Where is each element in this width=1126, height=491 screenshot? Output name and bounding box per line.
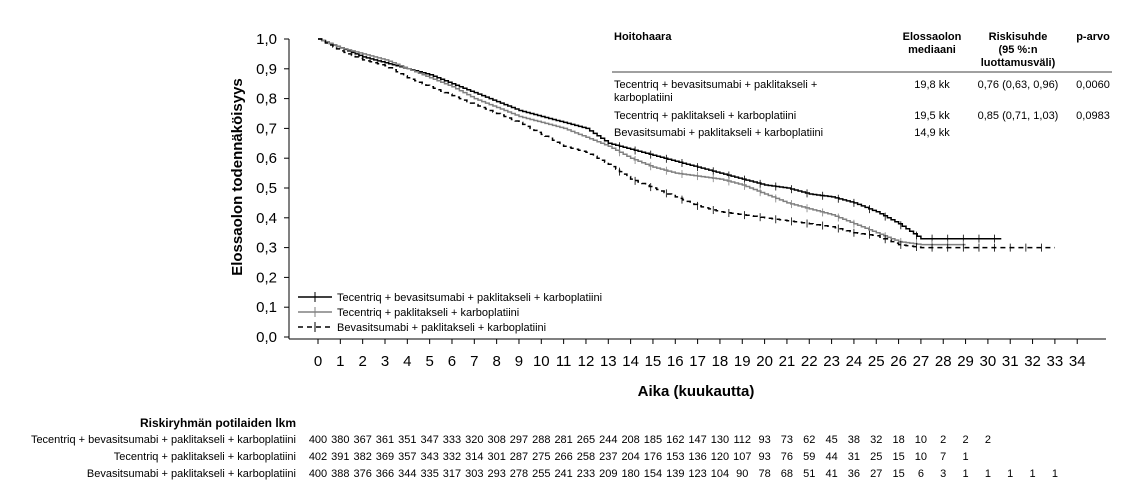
risk-count: 278 (509, 468, 529, 480)
risk-count: 154 (643, 468, 663, 480)
risk-count: 382 (353, 451, 372, 463)
x-tick-label: 5 (425, 353, 434, 370)
summary-row-arm: Tecentriq + paklitakseli + karboplatiini (614, 110, 797, 122)
risk-count: 376 (353, 468, 372, 480)
risk-count: 73 (780, 434, 794, 446)
y-tick-label: 0,5 (256, 180, 277, 197)
x-tick-label: 30 (979, 353, 997, 370)
risk-count: 332 (442, 451, 462, 463)
risk-count: 281 (554, 434, 573, 446)
risk-count: 241 (554, 468, 573, 480)
x-tick-label: 4 (403, 353, 412, 370)
x-tick-label: 31 (1001, 353, 1019, 370)
risk-count: 366 (375, 468, 395, 480)
risk-count: 120 (710, 451, 730, 463)
risk-count: 361 (375, 434, 395, 446)
y-tick-label: 0,7 (256, 120, 277, 138)
x-tick-label: 1 (336, 353, 345, 370)
risk-count: 369 (375, 451, 395, 463)
summary-row-p: 0,0060 (1076, 79, 1110, 91)
risk-count: 288 (532, 434, 551, 446)
risk-count: 367 (353, 434, 372, 446)
curve-tecentriq (318, 39, 966, 245)
risk-count: 357 (398, 451, 417, 463)
risk-numbers (309, 434, 1058, 480)
risk-count: 237 (599, 451, 618, 463)
risk-count: 130 (710, 434, 730, 446)
risk-count: 78 (758, 468, 771, 480)
x-tick-label: 26 (890, 353, 907, 370)
risk-count: 41 (825, 468, 838, 480)
risk-count: 176 (643, 451, 663, 463)
risk-count: 45 (825, 434, 838, 446)
summary-table (612, 31, 1112, 139)
risk-count: 293 (487, 468, 506, 480)
x-tick-label: 22 (800, 353, 818, 370)
risk-count: 380 (331, 434, 350, 446)
risk-table (31, 416, 1058, 480)
summary-header-arm: Hoitohaara (614, 31, 672, 43)
summary-row-median: 19,8 kk (914, 79, 950, 91)
x-tick-label: 3 (380, 353, 390, 370)
risk-count: 112 (733, 434, 752, 446)
risk-count: 301 (487, 451, 506, 463)
risk-count: 123 (688, 468, 707, 480)
x-tick-label: 16 (666, 353, 684, 370)
x-tick-label: 33 (1046, 353, 1064, 370)
risk-count: 1 (984, 468, 991, 480)
x-tick-label: 0 (313, 353, 323, 370)
y-ticks (256, 31, 289, 346)
risk-count: 258 (576, 451, 596, 463)
x-tick-label: 11 (555, 353, 572, 370)
risk-count: 314 (465, 451, 484, 463)
risk-row-label: Bevasitsumabi + paklitakseli + karboplatiini (86, 468, 296, 480)
summary-row-arm: Bevasitsumabi + paklitakseli + karboplatiini (614, 127, 824, 139)
x-tick-label: 24 (845, 353, 863, 370)
curve-bev (318, 39, 1055, 248)
risk-count: 344 (398, 468, 417, 480)
risk-count: 162 (666, 434, 685, 446)
risk-count: 180 (621, 468, 640, 480)
y-tick-label: 0,0 (256, 329, 277, 346)
risk-count: 317 (442, 468, 462, 480)
y-axis-label: Elossaolon todennäköisyys (229, 78, 246, 276)
risk-row-label: Tecentriq + paklitakseli + karboplatiini (113, 451, 296, 463)
risk-count: 59 (803, 451, 816, 463)
risk-count: 136 (688, 451, 707, 463)
x-tick-label: 12 (577, 353, 595, 370)
risk-count: 44 (825, 451, 838, 463)
x-tick-label: 6 (447, 353, 457, 370)
y-tick-label: 0,3 (256, 239, 277, 257)
risk-count: 93 (758, 451, 771, 463)
y-tick-label: 0,2 (256, 269, 277, 287)
risk-count: 32 (870, 434, 883, 446)
curves (318, 39, 1055, 252)
risk-count: 343 (420, 451, 439, 463)
summary-row-median: 14,9 kk (914, 127, 950, 139)
legend-label-tecentriq-bev: Tecentriq + bevasitsumabi + paklitakseli + karboplatiini (337, 292, 603, 304)
risk-count: 107 (733, 451, 752, 463)
summary-row-median: 19,5 kk (914, 110, 950, 122)
risk-count: 297 (509, 434, 529, 446)
summary-header-p: p-arvo (1076, 31, 1110, 43)
x-tick-label: 27 (912, 353, 930, 370)
risk-count: 266 (554, 451, 573, 463)
risk-count: 2 (984, 434, 991, 446)
risk-count: 76 (780, 451, 794, 463)
risk-count: 7 (940, 451, 947, 463)
risk-count: 287 (509, 451, 529, 463)
risk-count: 10 (914, 451, 928, 463)
risk-count: 139 (666, 468, 685, 480)
x-tick-label: 20 (756, 353, 773, 370)
risk-count: 38 (847, 434, 861, 446)
risk-count: 303 (465, 468, 484, 480)
x-axis-label: Aika (kuukautta) (637, 383, 755, 400)
summary-row-hr: 0,85 (0,71, 1,03) (977, 110, 1059, 122)
risk-count: 308 (487, 434, 506, 446)
summary-row-arm: Tecentriq + bevasitsumabi + paklitakseli + karboplatiini (614, 79, 818, 104)
y-tick-label: 0,1 (256, 299, 277, 317)
risk-count: 402 (308, 451, 328, 463)
risk-count: 275 (532, 451, 551, 463)
risk-count: 2 (962, 434, 969, 446)
risk-count: 1 (1051, 468, 1058, 480)
risk-count: 153 (666, 451, 685, 463)
x-tick-label: 28 (934, 353, 952, 370)
risk-count: 6 (917, 468, 924, 480)
risk-count: 320 (465, 434, 484, 446)
x-tick-label: 34 (1068, 353, 1086, 370)
x-tick-label: 29 (957, 353, 974, 370)
x-ticks (314, 339, 1086, 370)
risk-count: 233 (576, 468, 596, 480)
risk-count: 351 (398, 434, 417, 446)
risk-count: 1 (1007, 468, 1014, 480)
risk-count: 36 (847, 468, 861, 480)
risk-count: 93 (758, 434, 771, 446)
risk-count: 104 (710, 468, 730, 480)
x-tick-label: 2 (358, 353, 367, 370)
risk-count: 1 (962, 468, 969, 480)
risk-count: 15 (892, 451, 905, 463)
x-tick-label: 32 (1024, 353, 1041, 370)
x-tick-label: 7 (470, 353, 479, 370)
risk-count: 62 (803, 434, 816, 446)
risk-count: 391 (331, 451, 350, 463)
x-tick-label: 13 (599, 353, 617, 370)
risk-row-label: Tecentriq + bevasitsumabi + paklitakseli + karboplatiini (30, 434, 296, 446)
risk-count: 31 (847, 451, 861, 463)
risk-count: 147 (688, 434, 707, 446)
risk-count: 2 (940, 434, 947, 446)
risk-count: 51 (803, 468, 816, 480)
summary-header-hr: Riskisuhde (95 %:n luottamusväli) (980, 31, 1056, 69)
risk-count: 204 (621, 451, 640, 463)
legend-label-tecentriq: Tecentriq + paklitakseli + karboplatiini (337, 307, 520, 319)
risk-count: 10 (914, 434, 928, 446)
risk-count: 244 (599, 434, 618, 446)
x-tick-label: 9 (514, 353, 524, 370)
summary-row-hr: 0,76 (0,63, 0,96) (977, 79, 1059, 91)
risk-count: 335 (420, 468, 439, 480)
risk-count: 27 (870, 468, 883, 480)
risk-count: 1 (1029, 468, 1036, 480)
risk-count: 15 (892, 468, 905, 480)
x-tick-label: 23 (823, 353, 840, 370)
x-tick-label: 8 (492, 353, 501, 370)
risk-count: 18 (892, 434, 905, 446)
risk-count: 1 (962, 451, 969, 463)
y-tick-label: 0,8 (256, 90, 277, 108)
risk-count: 265 (576, 434, 596, 446)
risk-count: 209 (599, 468, 618, 480)
summary-header-median: Elossaolon mediaani (902, 31, 962, 56)
risk-count: 90 (736, 468, 749, 480)
legend (298, 292, 602, 334)
x-tick-label: 19 (733, 353, 751, 370)
x-tick-label: 17 (689, 353, 706, 370)
risk-count: 388 (331, 468, 350, 480)
risk-count: 25 (870, 451, 883, 463)
x-tick-label: 15 (644, 353, 662, 370)
y-tick-label: 1,0 (256, 31, 277, 48)
risk-count: 68 (780, 468, 794, 480)
risk-count: 208 (621, 434, 640, 446)
risk-count: 400 (308, 468, 328, 480)
x-tick-label: 18 (711, 353, 729, 370)
y-tick-label: 0,4 (256, 209, 277, 227)
x-tick-label: 10 (532, 353, 550, 370)
risk-count: 185 (643, 434, 663, 446)
legend-label-bev: Bevasitsumabi + paklitakseli + karboplatiini (337, 322, 547, 334)
risk-count: 333 (442, 434, 462, 446)
x-tick-label: 21 (778, 353, 796, 370)
x-tick-label: 14 (622, 353, 639, 370)
x-tick-label: 25 (867, 353, 885, 370)
risk-count: 347 (420, 434, 439, 446)
y-tick-label: 0,6 (256, 150, 277, 168)
risk-table-title: Riskiryhmän potilaiden lkm (139, 416, 296, 430)
risk-count: 400 (308, 434, 328, 446)
risk-count: 3 (940, 468, 947, 480)
y-tick-label: 0,9 (256, 60, 277, 78)
summary-row-p: 0,0983 (1076, 110, 1110, 122)
risk-count: 255 (532, 468, 551, 480)
